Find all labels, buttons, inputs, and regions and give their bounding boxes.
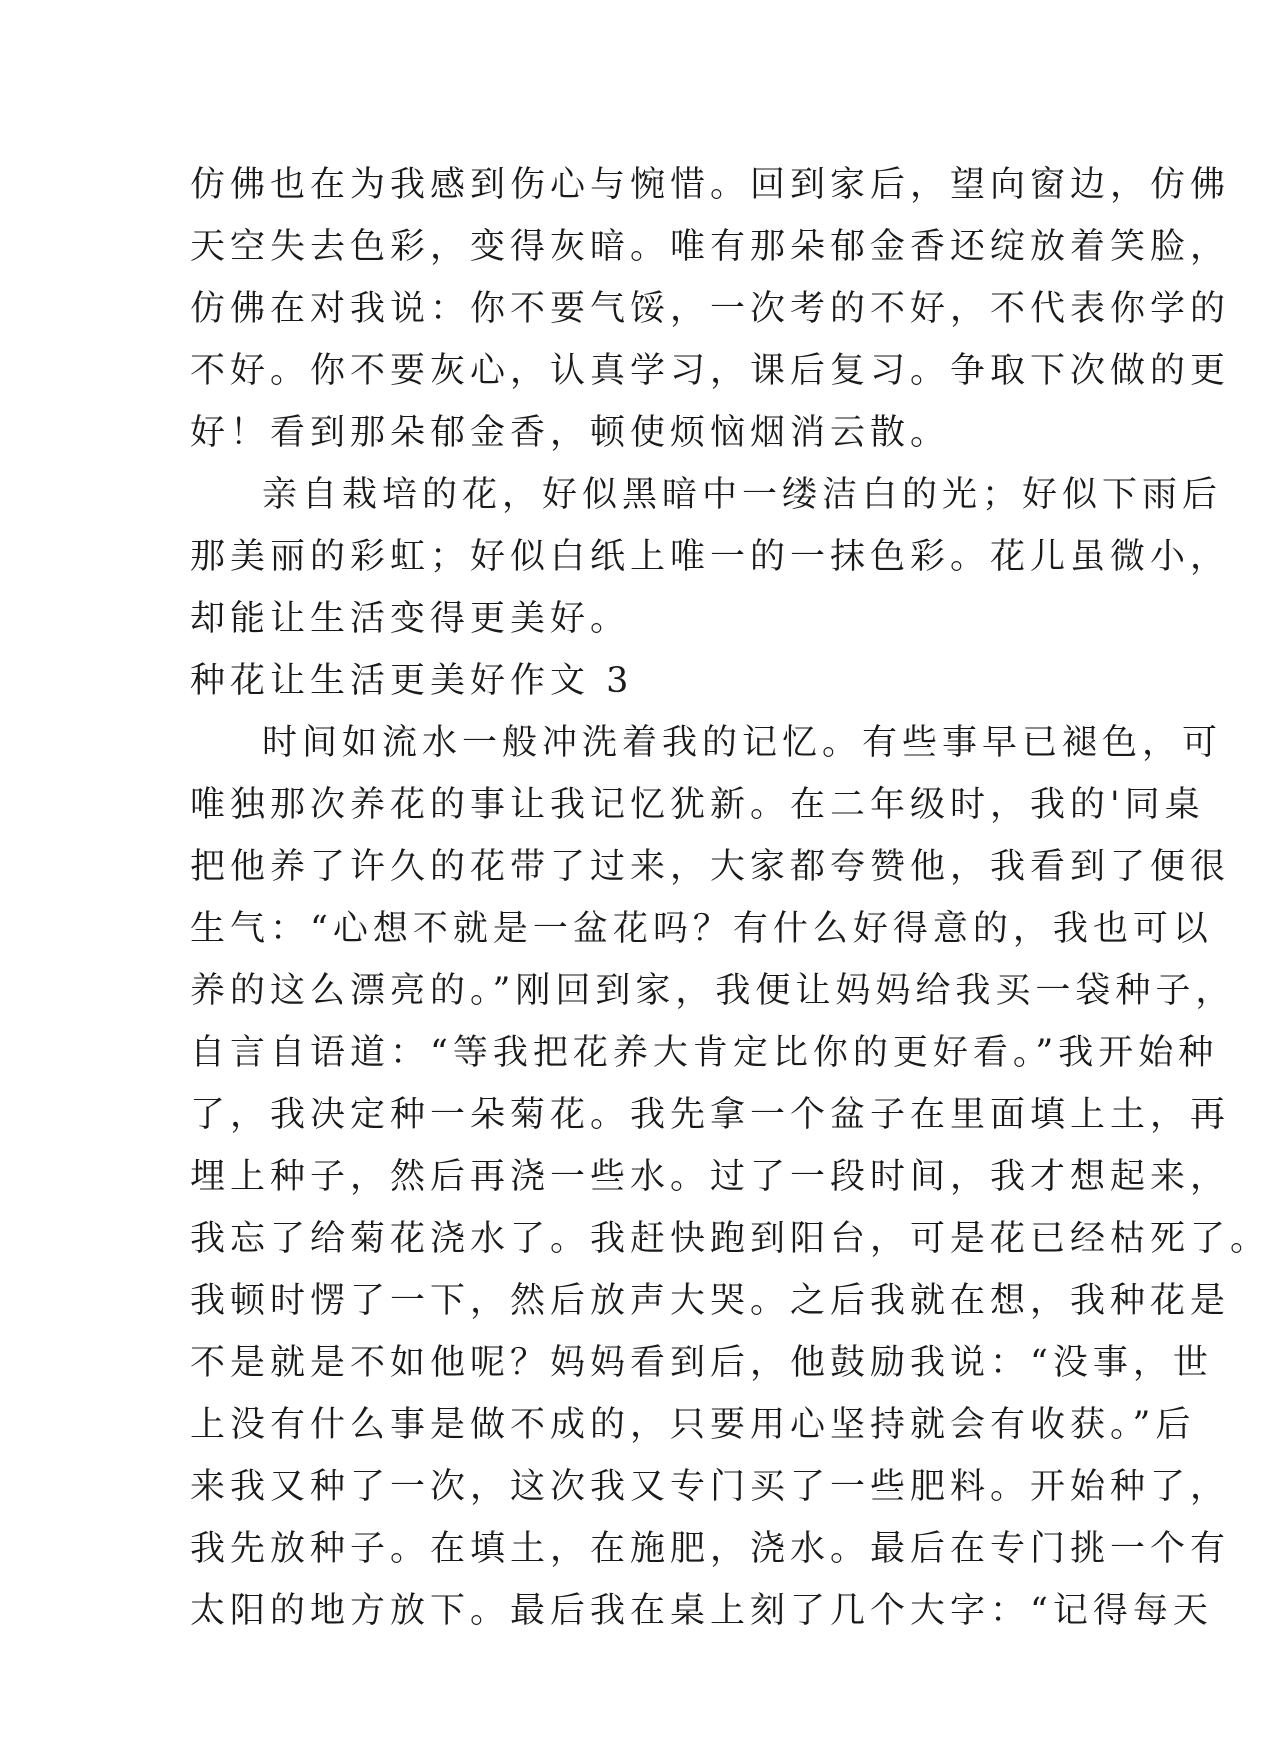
text-line: 把他养了许久的花带了过来，大家都夸赞他，我看到了便很 <box>190 847 1231 887</box>
text-line: 自言自语道：“等我把花养大肯定比你的更好看。”我开始种 <box>190 1033 1219 1073</box>
section-heading: 种花让生活更美好作文 3 <box>190 661 634 701</box>
text-line: 太阳的地方放下。最后我在桌上刻了几个大字：“记得每天 <box>190 1591 1213 1631</box>
text-line: 生气：“心想不就是一盆花吗？有什么好得意的，我也可以 <box>190 909 1213 949</box>
text-line: 亲自栽培的花，好似黑暗中一缕洁白的光；好似下雨后 <box>262 475 1223 515</box>
text-line: 仿佛在对我说：你不要气馁，一次考的不好，不代表你学的 <box>190 289 1231 329</box>
text-line: 我忘了给菊花浇水了。我赶快跑到阳台，可是花已经枯死了。 <box>190 1219 1270 1259</box>
text-line: 那美丽的彩虹；好似白纸上唯一的一抹色彩。花儿虽微小， <box>190 537 1231 577</box>
document-body <box>190 154 1270 1642</box>
text-line: 天空失去色彩，变得灰暗。唯有那朵郁金香还绽放着笑脸， <box>190 227 1231 267</box>
text-line: 我先放种子。在填土，在施肥，浇水。最后在专门挑一个有 <box>190 1529 1231 1569</box>
text-line: 好！看到那朵郁金香，顿使烦恼烟消云散。 <box>190 413 951 453</box>
text-line: 养的这么漂亮的。”刚回到家，我便让妈妈给我买一袋种子， <box>190 971 1236 1011</box>
text-line: 唯独那次养花的事让我记忆犹新。在二年级时，我的'同桌 <box>190 785 1205 825</box>
text-line: 来我又种了一次，这次我又专门买了一些肥料。开始种了， <box>190 1467 1231 1507</box>
text-line: 埋上种子，然后再浇一些水。过了一段时间，我才想起来， <box>190 1157 1231 1197</box>
text-line: 上没有什么事是做不成的，只要用心坚持就会有收获。”后 <box>190 1405 1196 1445</box>
text-line: 我顿时愣了一下，然后放声大哭。之后我就在想，我种花是 <box>190 1281 1231 1321</box>
text-line: 仿佛也在为我感到伤心与惋惜。回到家后，望向窗边，仿佛 <box>190 165 1231 205</box>
text-line: 不是就是不如他呢？妈妈看到后，他鼓励我说：“没事，世 <box>190 1343 1213 1383</box>
text-line: 时间如流水一般冲洗着我的记忆。有些事早已褪色，可 <box>262 723 1223 763</box>
text-line: 却能让生活变得更美好。 <box>190 599 631 639</box>
text-line: 不好。你不要灰心，认真学习，课后复习。争取下次做的更 <box>190 351 1231 391</box>
text-line: 了，我决定种一朵菊花。我先拿一个盆子在里面填上土，再 <box>190 1095 1231 1135</box>
